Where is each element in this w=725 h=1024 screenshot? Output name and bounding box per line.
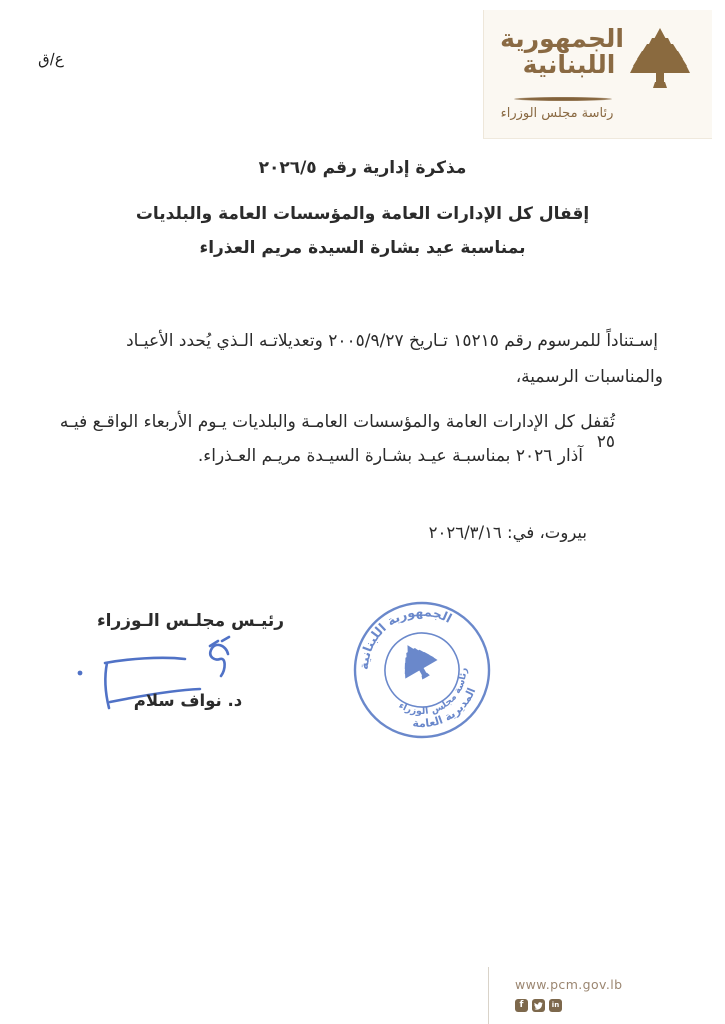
twitter-bird-glyph (534, 1001, 543, 1010)
letterhead-divider-line (514, 97, 612, 101)
linkedin-glyph: in (551, 1001, 560, 1009)
office-name: رئاسة مجلس الوزراء (500, 106, 614, 121)
memo-subject-line1: إقفال كل الإدارات العامة والمؤسسات العامة والبلديات (135, 204, 590, 224)
facebook-glyph: f (519, 1000, 524, 1010)
wordmark-line2: اللبنانية (522, 50, 616, 80)
footer-divider-line (488, 967, 489, 1024)
body-paragraph1-line1: إسـتناداً للمرسوم رقم ١٥٢١٥ تـاريخ ٢٠٠٥/٩/٢٧ وتعديلاتـه الـذي يُحدد الأعيـاد (126, 331, 658, 351)
stamp-ring-top-text: الجمهورية اللبنانية (355, 603, 455, 671)
memo-subject-line2: بمناسبة عيد بشارة السيدة مريم العذراء (199, 238, 526, 258)
wordmark-line1: الجمهورية (500, 24, 624, 53)
memo-number-title: مذكرة إدارية رقم ٢٠٢٦/٥ (258, 158, 467, 178)
facebook-icon[interactable] (515, 999, 528, 1012)
twitter-icon[interactable] (532, 999, 545, 1012)
body-paragraph2-line2: آذار ٢٠٢٦ بمناسبـة عيـد بشـارة السيـدة مريـم العـذراء. (197, 446, 583, 466)
cedar-icon (628, 26, 692, 90)
body-paragraph1-line2: والمناسبات الرسمية، (515, 367, 663, 387)
republic-wordmark (500, 24, 624, 80)
stamp-inner-bottom-text: المديرية العامة (411, 685, 479, 731)
routing-note: ع/ق (37, 49, 64, 69)
svg-text:الجمهورية اللبنانية (340, 584, 459, 676)
website-url[interactable]: www.pcm.gov.lb (515, 977, 623, 992)
dateline: بيروت، في: ٢٠٢٦/٣/١٦ (428, 523, 587, 542)
body-paragraph2-line1: تُقفل كل الإدارات العامة والمؤسسات العامـة والبلديات يـوم الأربعاء الواقـع فيـه ٢٥ (59, 412, 615, 452)
official-stamp (346, 594, 498, 746)
letterhead-panel (483, 10, 712, 139)
social-icons (515, 999, 562, 1012)
linkedin-icon[interactable] (549, 999, 562, 1012)
signer-name: د. نواف سلام (133, 691, 243, 710)
signer-title: رئيـس مجلـس الـوزراء (96, 611, 285, 631)
stamp-ring-bottom-text: رئاسة مجلس الوزراء (396, 667, 470, 718)
